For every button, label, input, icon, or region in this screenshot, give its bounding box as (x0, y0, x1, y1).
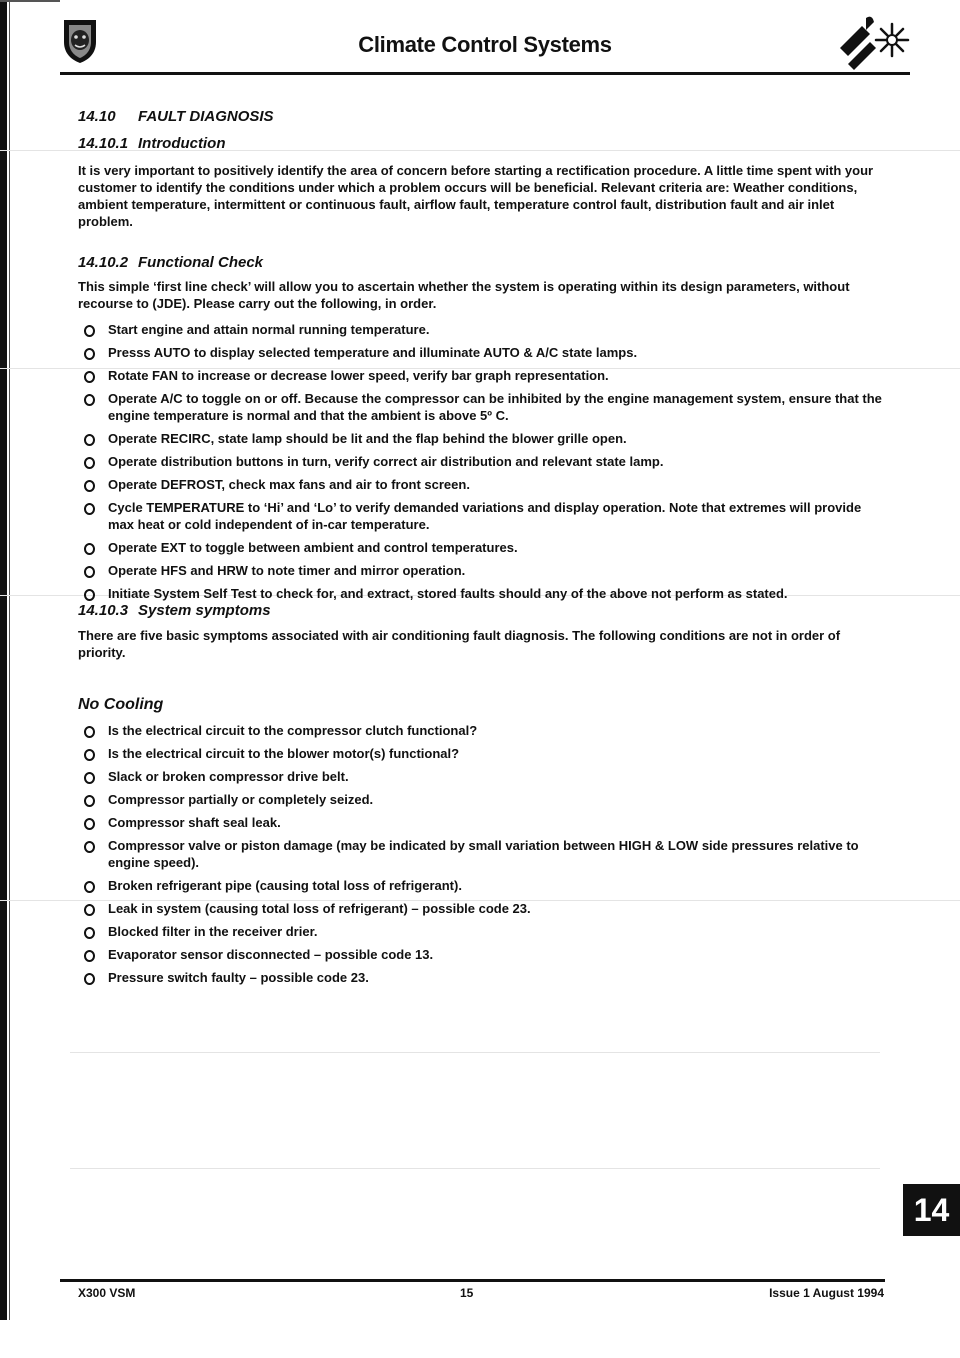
footer-rule (60, 1279, 885, 1282)
subsection-heading (78, 602, 888, 619)
bullet-icon (84, 457, 95, 469)
subsection-heading (78, 254, 888, 271)
bullet-icon (84, 371, 95, 383)
climate-control-icon (836, 14, 910, 70)
chapter-tab: 14 (903, 1184, 960, 1236)
section-title: FAULT DIAGNOSIS (138, 108, 274, 125)
list-item: Slack or broken compressor drive belt. (82, 768, 888, 785)
list-item: Operate A/C to toggle on or off. Because the compressor can be inhibited by the engine management system, ensure that the engine temperature is normal and that the ambient is above 5º C. (82, 390, 888, 424)
section-heading-14-10 (78, 108, 274, 125)
subsection-title: Introduction (138, 135, 226, 152)
system-symptoms-paragraph: There are five basic symptoms associated with air conditioning fault diagnosis. The following conditions are not in order of priority. (78, 628, 841, 660)
list-item: Leak in system (causing total loss of refrigerant) – possible code 23. (82, 900, 888, 917)
bullet-icon (84, 325, 95, 337)
section-no-cooling (78, 696, 888, 992)
section-functional-check (78, 254, 888, 608)
subsection-title: System symptoms (138, 602, 271, 619)
bullet-icon (84, 566, 95, 578)
scan-line (70, 1052, 880, 1053)
list-item: Is the electrical circuit to the compressor clutch functional? (82, 722, 888, 739)
introduction-paragraph: It is very important to positively identify the area of concern before starting a rectification procedure. A little time spent with your customer to identify the conditions under which a problem occurs will be beneficial. Relevant criteria are: Weather conditions, ambient temperature, intermittent or continuous fault, airflow fault, temperature control fault, distribution fault and air inlet problem. (78, 163, 874, 229)
scan-mark (0, 0, 60, 2)
page-title: Climate Control Systems (358, 32, 612, 57)
list-item: Compressor valve or piston damage (may be indicated by small variation between HIGH & LOW side pressures relative to engine speed). (82, 837, 888, 871)
list-item: Rotate FAN to increase or decrease lower speed, verify bar graph representation. (82, 367, 888, 384)
bullet-icon (84, 973, 95, 985)
list-item: Initiate System Self Test to check for, and extract, stored faults should any of the above not perform as stated. (82, 585, 888, 602)
list-item: Pressure switch faulty – possible code 23. (82, 969, 888, 986)
subsection-number: 14.10.1 (78, 135, 129, 152)
section-introduction (78, 135, 888, 230)
list-item: Compressor partially or completely seized. (82, 791, 888, 808)
header-rule (60, 72, 910, 75)
bullet-icon (84, 589, 95, 601)
list-item: Blocked filter in the receiver drier. (82, 923, 888, 940)
list-item: Broken refrigerant pipe (causing total loss of refrigerant). (82, 877, 888, 894)
list-item: Presss AUTO to display selected temperature and illuminate AUTO & A/C state lamps. (82, 344, 888, 361)
list-item: Operate RECIRC, state lamp should be lit and the flap behind the blower grille open. (82, 430, 888, 447)
bullet-icon (84, 480, 95, 492)
subsection-number: 14.10.2 (78, 254, 129, 271)
footer-document-code: X300 VSM (78, 1286, 136, 1300)
bullet-icon (84, 795, 95, 807)
list-item: Operate distribution buttons in turn, verify correct air distribution and relevant state lamp. (82, 453, 888, 470)
binding-edge (0, 0, 7, 1320)
scan-line (70, 1168, 880, 1169)
subsection-number: 14.10.3 (78, 602, 129, 619)
bullet-icon (84, 927, 95, 939)
list-item: Start engine and attain normal running temperature. (82, 321, 888, 338)
list-item: Is the electrical circuit to the blower motor(s) functional? (82, 745, 888, 762)
subsection-heading (78, 135, 888, 152)
page-number: 15 (460, 1286, 474, 1300)
section-number: 14.10 (78, 108, 116, 125)
list-item: Operate HFS and HRW to note timer and mirror operation. (82, 562, 888, 579)
list-item: Compressor shaft seal leak. (82, 814, 888, 831)
subsection-title: Functional Check (138, 254, 264, 271)
bullet-icon (84, 348, 95, 360)
no-cooling-list (78, 722, 888, 986)
bullet-icon (84, 841, 95, 853)
bullet-icon (84, 503, 95, 515)
functional-check-paragraph: This simple ‘first line check’ will allow you to ascertain whether the system is operating within its design parameters, without recourse to (JDE). Please carry out the following, in order. (78, 279, 850, 311)
bullet-icon (84, 881, 95, 893)
bullet-icon (84, 904, 95, 916)
bullet-icon (84, 543, 95, 555)
list-item: Evaporator sensor disconnected – possible code 13. (82, 946, 888, 963)
bullet-icon (84, 818, 95, 830)
bullet-icon (84, 772, 95, 784)
bullet-icon (84, 394, 95, 406)
bullet-icon (84, 726, 95, 738)
bullet-icon (84, 950, 95, 962)
list-item: Operate EXT to toggle between ambient and control temperatures. (82, 539, 888, 556)
bullet-icon (84, 749, 95, 761)
page-header (60, 14, 910, 72)
list-item: Operate DEFROST, check max fans and air to front screen. (82, 476, 888, 493)
symptom-heading: No Cooling (78, 696, 164, 713)
list-item: Cycle TEMPERATURE to ‘Hi’ and ‘Lo’ to verify demanded variations and display operation. Note that extremes will provide max heat or cold independent of in-car temperature. (82, 499, 888, 533)
section-system-symptoms (78, 602, 888, 661)
binding-edge-line (9, 0, 10, 1320)
footer-issue-date: Issue 1 August 1994 (769, 1286, 884, 1300)
functional-check-list (78, 321, 888, 602)
bullet-icon (84, 434, 95, 446)
